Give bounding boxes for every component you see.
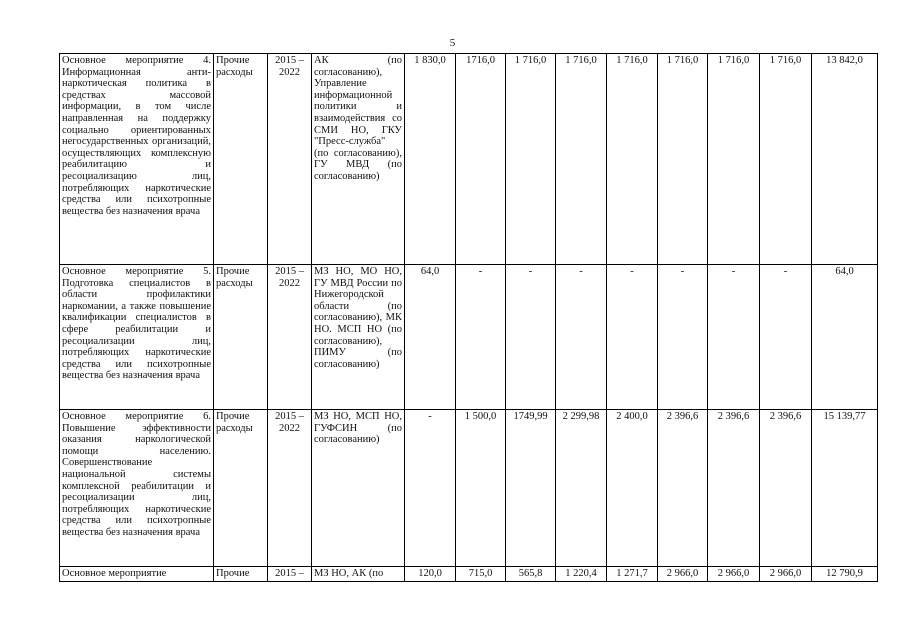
total-cell: 64,0 [812,265,878,410]
total-cell: 15 139,77 [812,410,878,567]
year-value-cell: 715,0 [456,567,506,582]
year-value-cell: 2 966,0 [708,567,760,582]
year-value-cell: 1 271,7 [607,567,658,582]
year-value-cell: 1 500,0 [456,410,506,567]
executors-cell: МЗ НО, МО НО, ГУ МВД России по Нижегородской области (по согласованию), МК НО. МСП НО (по согласованию), ПИМУ (по согласованию) [312,265,405,410]
year-value-cell: 2 396,6 [658,410,708,567]
expense-type-cell: Прочие расходы [214,54,268,265]
year-value-cell: 1 716,0 [760,54,812,265]
expense-type-cell: Прочие [214,567,268,582]
year-value-cell: 1 716,0 [708,54,760,265]
activity-cell: Основное мероприятие 6. Повышение эффективности оказания наркологической помощи населению. Совершенствование национальной системы комплексной реабилитации и ресоциализации лиц, потребляющих наркотические средства или психотропные вещества без назначения врача [60,410,214,567]
year-value-cell: 565,8 [506,567,556,582]
year-value-cell: 2 400,0 [607,410,658,567]
executors-cell: АК (по согласованию), Управление информационной политики и взаимодействия со СМИ НО, ГКУ "Пресс-служба" (по согласованию), ГУ МВД (по согласованию) [312,54,405,265]
year-value-cell: 1 716,0 [506,54,556,265]
year-value-cell: 1749,99 [506,410,556,567]
table-row [60,410,878,567]
year-value-cell: - [456,265,506,410]
year-value-cell: - [658,265,708,410]
year-value-cell: 2 396,6 [708,410,760,567]
year-value-cell: - [760,265,812,410]
year-value-cell: 1 716,0 [658,54,708,265]
year-value-cell: - [607,265,658,410]
year-value-cell: 1 830,0 [405,54,456,265]
expense-type-cell: Прочие расходы [214,265,268,410]
program-activities-table [59,53,878,582]
page-number: 5 [449,37,456,49]
executors-cell: МЗ НО, АК (по [312,567,405,582]
year-value-cell: 1 220,4 [556,567,607,582]
year-value-cell: 2 966,0 [658,567,708,582]
year-value-cell: - [405,410,456,567]
year-value-cell: - [506,265,556,410]
expense-type-cell: Прочие расходы [214,410,268,567]
total-cell: 12 790,9 [812,567,878,582]
year-value-cell: 1 716,0 [607,54,658,265]
activity-cell: Основное мероприятие 5. Подготовка специалистов в области профилактики наркомании, а также повышение квалификации специалистов в сфере реабилитации и ресоциализации лиц, потребляющих наркотические средства или психотропные вещества без назначения врача [60,265,214,410]
table-row [60,265,878,410]
period-cell: 2015 – 2022 [268,410,312,567]
activity-cell: Основное мероприятие [60,567,214,582]
total-cell: 13 842,0 [812,54,878,265]
table-row [60,54,878,265]
year-value-cell: - [556,265,607,410]
period-cell: 2015 – [268,567,312,582]
year-value-cell: - [708,265,760,410]
activity-cell: Основное мероприятие 4. Информационная анти-наркотическая политика в средствах массовой информации, в том числе направленная на поддержку социально ориентированных негосударственных организаций, осуществляющих комплексную реабилитацию и ресоциализацию лиц, потребляющих наркотические средства или психотропные вещества без назначения врача [60,54,214,265]
year-value-cell: 64,0 [405,265,456,410]
period-cell: 2015 – 2022 [268,54,312,265]
executors-cell: МЗ НО, МСП НО, ГУФСИН (по согласованию) [312,410,405,567]
year-value-cell: 120,0 [405,567,456,582]
year-value-cell: 2 299,98 [556,410,607,567]
year-value-cell: 2 396,6 [760,410,812,567]
year-value-cell: 1716,0 [456,54,506,265]
table-row [60,567,878,582]
year-value-cell: 1 716,0 [556,54,607,265]
year-value-cell: 2 966,0 [760,567,812,582]
period-cell: 2015 – 2022 [268,265,312,410]
